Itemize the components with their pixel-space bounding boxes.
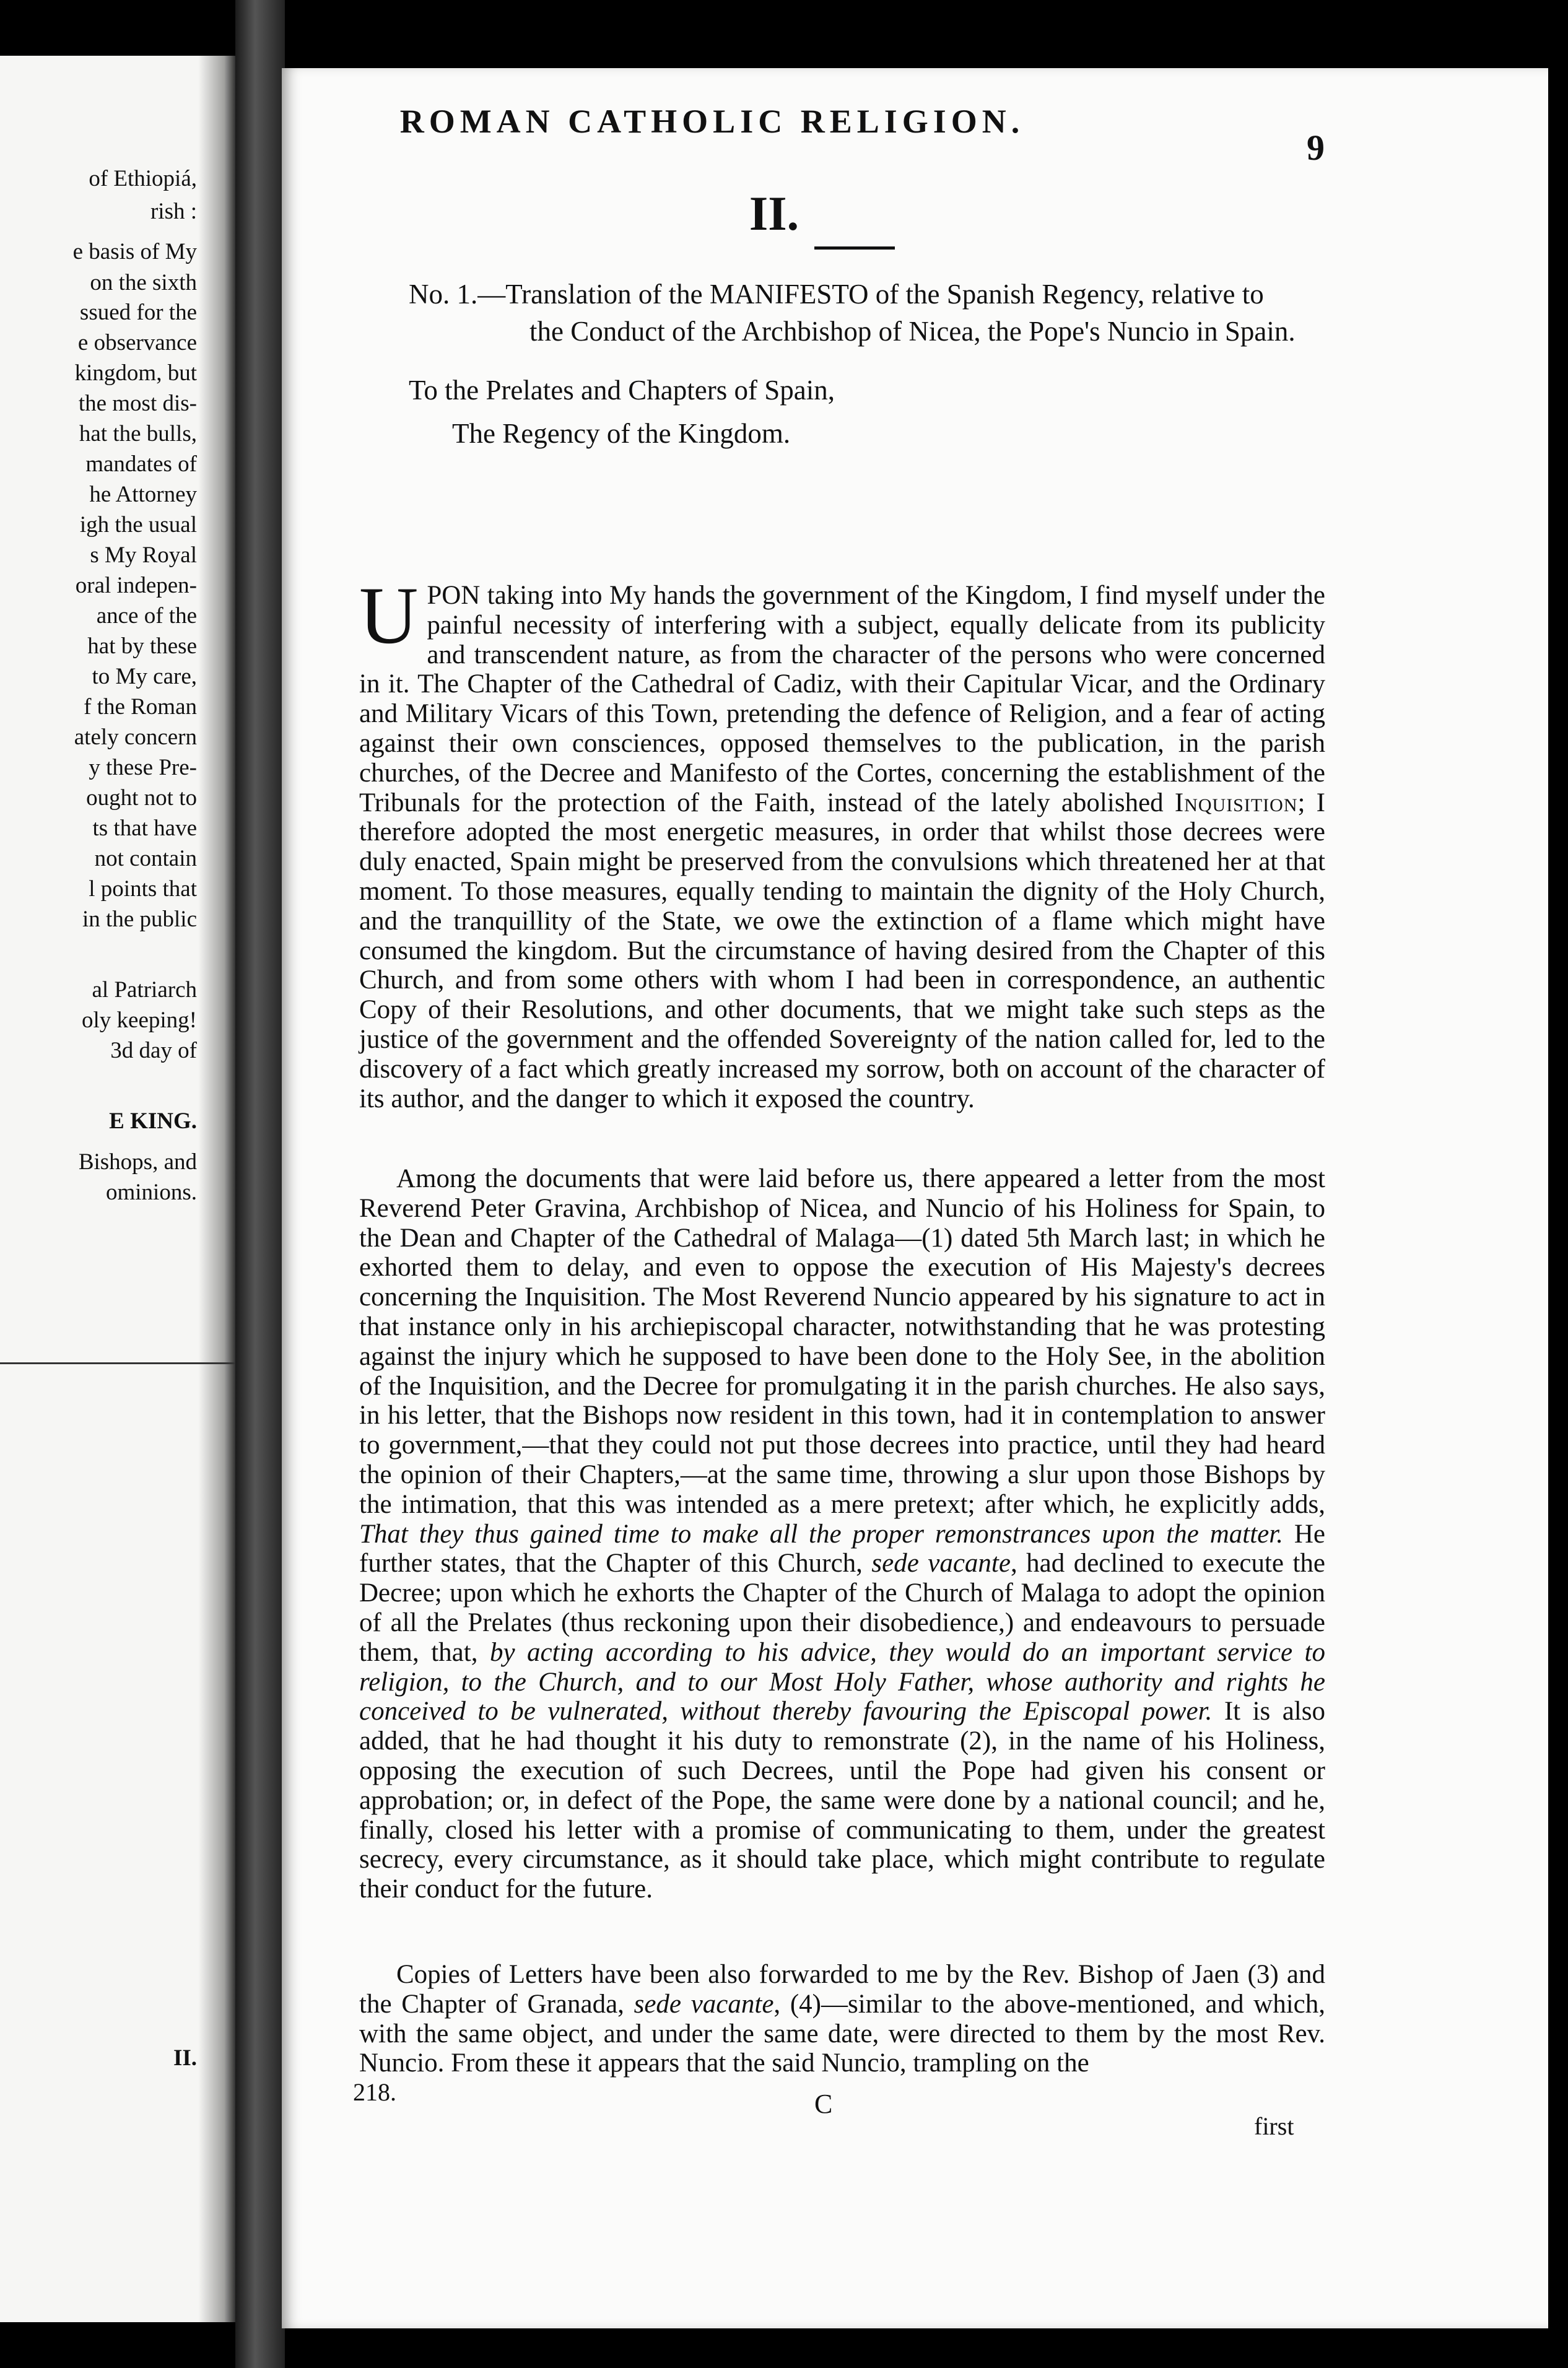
p1-text-start: PON taking into My hands the government of the Kingdom, I find myself under the painful necessity of interfering with a subject, equally delicate from its publicity and transcendent nature, as from the character of the persons who were concerned in it. The Chapter of the Cathedral of Cadiz, with their Capitular Vicar, and the Ordinary and Military Vicars of this Town, pretending the defence of Religion, and a fear of acting against their own consciences, opposed themselves to the publication, in the parish churches, of the Decree and Manifesto of the Cortes, concerning the establishment of the Tribunals for the protection of the Faith, instead of the lately abolished [359,581,1325,817]
heading-suffix: of the Spanish Regency, relative to [868,279,1264,310]
left-page-line: E KING. [109,1108,197,1134]
left-page-line: l points that [89,876,197,902]
left-facing-page [0,56,235,2322]
p2-text-c: , had declined to execute the Decree; upon which he exhorts the Chapter of the Church of Malaga to adopt the opinion of all the Prelates (thus reckoning upon their disobedience,) and endeavours to persuade them, that, [359,1549,1326,1667]
left-page-line: the most dis- [78,391,197,416]
p1-text-end: ; I therefore adopted the most energetic measures, in order that whilst those decrees were duly enacted, Spain might be preserved from the convulsions which threatened her at that moment. To those measures, equally tending to maintain the dignity of the Holy Church, and the tranquillity of the State, we owe the extinction of a flame which might have consumed the kingdom. But the circumstance of having desired from the Chapter of this Church, and from some others with whom I had been in correspondence, an authentic Copy of their Resolutions, and other documents, that we might take such steps as the justice of the government and the offended Sovereignty of the nation called for, led to the discovery of a fact which greatly increased my sorrow, both on account of the character of its author, and the danger to which it exposed the country. [359,788,1325,1113]
left-page-line: oly keeping! [82,1008,197,1033]
page-gutter-shadow [198,56,235,2322]
left-page-line: hat the bulls, [79,421,197,446]
left-page-line: f the Roman [84,694,197,720]
left-page-line: 3d day of [110,1038,197,1063]
left-page-line: mandates of [85,451,197,477]
section-rule [814,246,895,250]
heading-manifesto: MANIFESTO [709,279,869,310]
paragraph-3 [359,1960,1325,2078]
left-page-line: igh the usual [79,512,197,538]
paragraph-2 [359,1164,1325,1904]
left-page-rule [0,1362,235,1364]
left-page-line: Bishops, and [78,1149,197,1175]
left-page-line: oral indepen- [75,573,197,598]
p3-italic: sede vacante [634,1989,774,2019]
drop-cap: U [359,570,419,661]
left-page-line: ominions. [106,1180,197,1205]
catchword: first [1254,2112,1294,2140]
left-page-line: y these Pre- [89,755,197,780]
left-page-line: e observance [77,330,197,355]
p1-inquisition: Inquisition [1174,788,1298,817]
salutation-line-1: To the Prelates and Chapters of Spain, [409,375,835,406]
left-page-line: ssued for the [79,300,197,325]
signature-mark: 218. [353,2078,396,2106]
p2-text-b: He further states, that the Chapter of this Church, [359,1519,1325,1578]
left-page-line: not contain [94,846,197,871]
left-page-line: ts that have [92,816,197,841]
running-head: ROMAN CATHOLIC RELIGION. [399,103,1025,140]
p2-text-a: Among the documents that were laid before us, there appeared a letter from the most Reverend Peter Gravina, Archbishop of Nicea, and Nuncio of his Holiness for Spain, to the Dean and Chapter of the Cathedral of Malaga—(1) dated 5th March last; in which he exhorted them to delay, and even to oppose the execution of His Majesty's decrees concerning the Inquisition. The Most Reverend Nuncio appeared by his signature to act in that instance only in his archiepiscopal character, notwithstanding that he was protesting against the injury which he supposed to have been done to the Holy See, in the abolition of the Inquisition, and the Decree for promulgating it in the parish churches. He also says, in his letter, that the Bishops now resident in this town, had it in contemplation to answer to government,—that they could not put those decrees into practice, until they had heard the opinion of their Chapters,—at the same time, throwing a slur upon those Bishops by the intimation, that this was intended as a mere pretext; after which, he explicitly adds, [359,1164,1325,1519]
page-number: 9 [1307,128,1325,168]
p3-text-b: , (4)—similar to the above-mentioned, and which, with the same object, and under the same date, were directed to them by the most Rev. Nuncio. From these it appears that the said Nuncio, trampling on the [359,1989,1325,2078]
left-page-line: al Patriarch [92,977,197,1003]
p2-italic-1: That they thus gained time to make all the proper remonstrances upon the matter. [359,1519,1283,1549]
left-page-line: on the sixth [90,270,197,295]
left-page-line: II. [173,2045,197,2071]
heading-prefix: No. 1.—Translation of the [409,279,710,310]
left-page-line: e basis of My [72,239,197,264]
left-page-line: in the public [82,907,197,932]
salutation [409,368,1400,455]
left-page-line: rish : [150,199,197,224]
section-number: II. [749,186,799,240]
paragraph-1 [359,570,1325,1113]
p2-italic-3: by acting according to his advice, they would do an important service to religion, to the Church, and to our Most Holy Father, whose authority and rights he conceived to be vulnerated, without thereby favouring the Episcopal power. [359,1637,1325,1726]
p2-italic-2: sede vacante [871,1549,1011,1578]
left-page-line: hat by these [87,633,197,659]
left-page-line: kingdom, but [74,360,197,386]
left-page-line: ately concern [74,725,197,750]
left-page-line: s My Royal [90,542,197,568]
signature-letter: C [814,2089,833,2119]
heading-line-2: the Conduct of the Archbishop of Nicea, the Pope's Nuncio in Spain. [529,316,1296,347]
left-page-line: ance of the [96,603,197,629]
p2-text-d: It is also added, that he had thought it his duty to remonstrate (2), in the name of his Holiness, opposing the execution of such Decrees, until the Pope had given his consent or approbation; or, in defect of the Pope, the same were done by a national council; and he, finally, closed his letter with a promise of communicating to them, under the greatest secrecy, every circumstance, as it should take place, which might contribute to regulate their conduct for the future. [359,1697,1325,1904]
left-page-line: of Ethiopiá, [89,166,197,191]
left-page-line: he Attorney [89,482,197,507]
left-page-line: to My care, [92,664,197,689]
left-page-line: ought not to [86,785,197,811]
document-heading [409,276,1400,350]
book-spine [235,0,285,2368]
p3-text-a: Copies of Letters have been also forwarded to me by the Rev. Bishop of Jaen (3) and the Chapter of Granada, [359,1960,1325,2019]
salutation-line-2: The Regency of the Kingdom. [452,418,791,449]
